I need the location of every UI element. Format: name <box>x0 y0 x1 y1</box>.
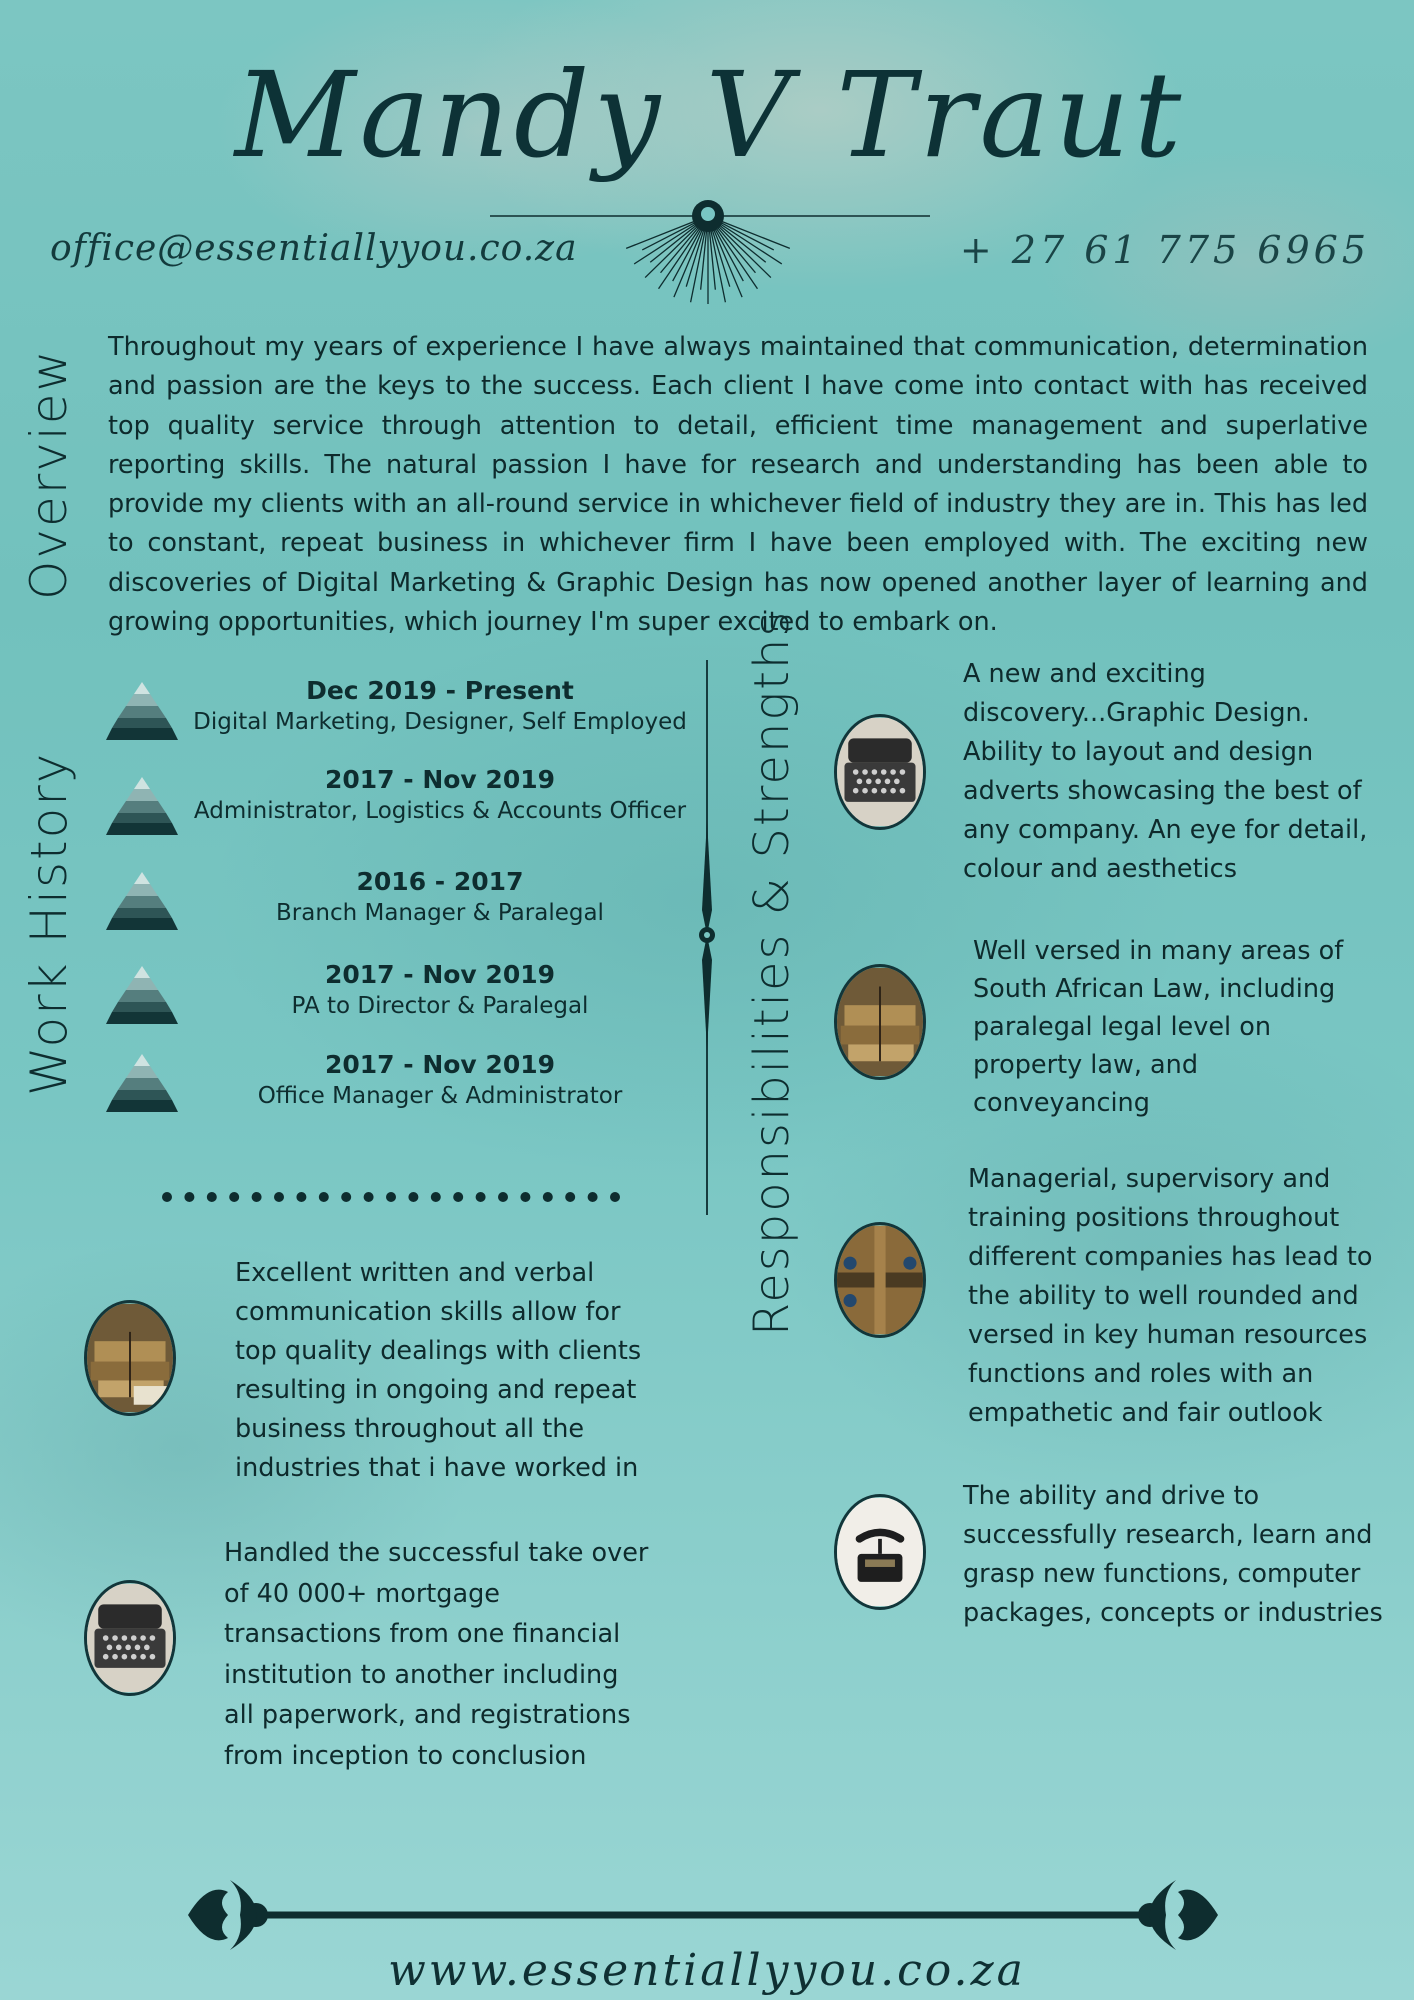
pyramid-icon <box>106 1052 178 1114</box>
job-title: Digital Marketing, Designer, Self Employed <box>193 709 687 735</box>
job-dates: 2017 - Nov 2019 <box>324 1050 556 1079</box>
overview-paragraph: Throughout my years of experience I have always maintained that communication, determination and passion are the keys to the success. Each client I have come into contact with has received top quality service through attention to detail, efficient time management and superlative reporting skills. The natural passion I have for research and understanding has been able to provide my clients with an all-round service in whichever field of industry they are in. This has led to constant, repeat business in whichever firm I have been employed with. The exciting new discoveries of Digital Marketing & Graphic Design has now opened another layer of learning and growing opportunities, which journey I'm super excited to embark on. <box>108 332 1368 638</box>
strength-text: Handled the successful take over of 40 000+ mortgage transactions from one financial institution to another including all paperwork, and registrations from inception to conclusion <box>224 1538 649 1771</box>
work-history-heading: Work History <box>20 751 78 1096</box>
pyramid-icon <box>106 680 178 742</box>
strength-text: A new and exciting discovery...Graphic Design. Ability to layout and design adverts showcasing the best of any company. An eye for detail, colour and aesthetics <box>963 659 1368 884</box>
pyramid-icon <box>106 775 178 837</box>
job-title: PA to Director & Paralegal <box>291 993 589 1019</box>
responsibilities-heading: Responsibilities & Strengths <box>744 609 800 1336</box>
strength-text: Managerial, supervisory and training positions throughout different companies has lead to the ability to well rounded and versed in key human resources functions and roles with an empathetic and fair outlook <box>968 1164 1373 1428</box>
job-entry <box>180 959 700 1021</box>
job-dates: 2017 - Nov 2019 <box>324 765 556 794</box>
strength-text: Excellent written and verbal communication skills allow for top quality dealings with clients resulting in ongoing and repeat business throughout all the industries that i have worked in <box>235 1258 642 1483</box>
job-title: Branch Manager & Paralegal <box>276 900 604 926</box>
job-dates: Dec 2019 - Present <box>306 676 574 705</box>
strength-text: The ability and drive to successfully research, learn and grasp new functions, computer packages, concepts or industries <box>963 1481 1383 1628</box>
job-title: Administrator, Logistics & Accounts Officer <box>193 798 687 824</box>
divider-ornament <box>694 820 720 1050</box>
telephone-icon <box>834 1494 926 1610</box>
job-title: Office Manager & Administrator <box>257 1083 623 1109</box>
suitcase-icon <box>834 1222 926 1338</box>
website-link[interactable]: www.essentiallyyou.co.za <box>388 1945 1026 1996</box>
book-stack-icon <box>84 1300 176 1416</box>
typewriter-icon <box>84 1580 176 1696</box>
strength-text: Well versed in many areas of South African Law, including paralegal legal level on property law, and conveyancing <box>973 936 1344 1118</box>
job-dates: 2017 - Nov 2019 <box>324 960 556 989</box>
email-link[interactable]: office@essentiallyyou.co.za <box>50 228 578 269</box>
job-dates: 2016 - 2017 <box>356 867 524 896</box>
pyramid-icon <box>106 870 178 932</box>
name-title: Mandy V Traut <box>234 46 1186 184</box>
overview-heading: Overview <box>20 348 78 600</box>
pyramid-icon <box>106 964 178 1026</box>
job-entry <box>180 866 700 928</box>
phone-number[interactable]: + 27 61 775 6965 <box>959 228 1370 272</box>
dotted-separator <box>160 1190 620 1204</box>
job-entry <box>180 675 700 737</box>
job-entry <box>180 1049 700 1111</box>
job-entry <box>180 764 700 826</box>
typewriter-icon <box>834 714 926 830</box>
book-stack-icon <box>834 964 926 1080</box>
